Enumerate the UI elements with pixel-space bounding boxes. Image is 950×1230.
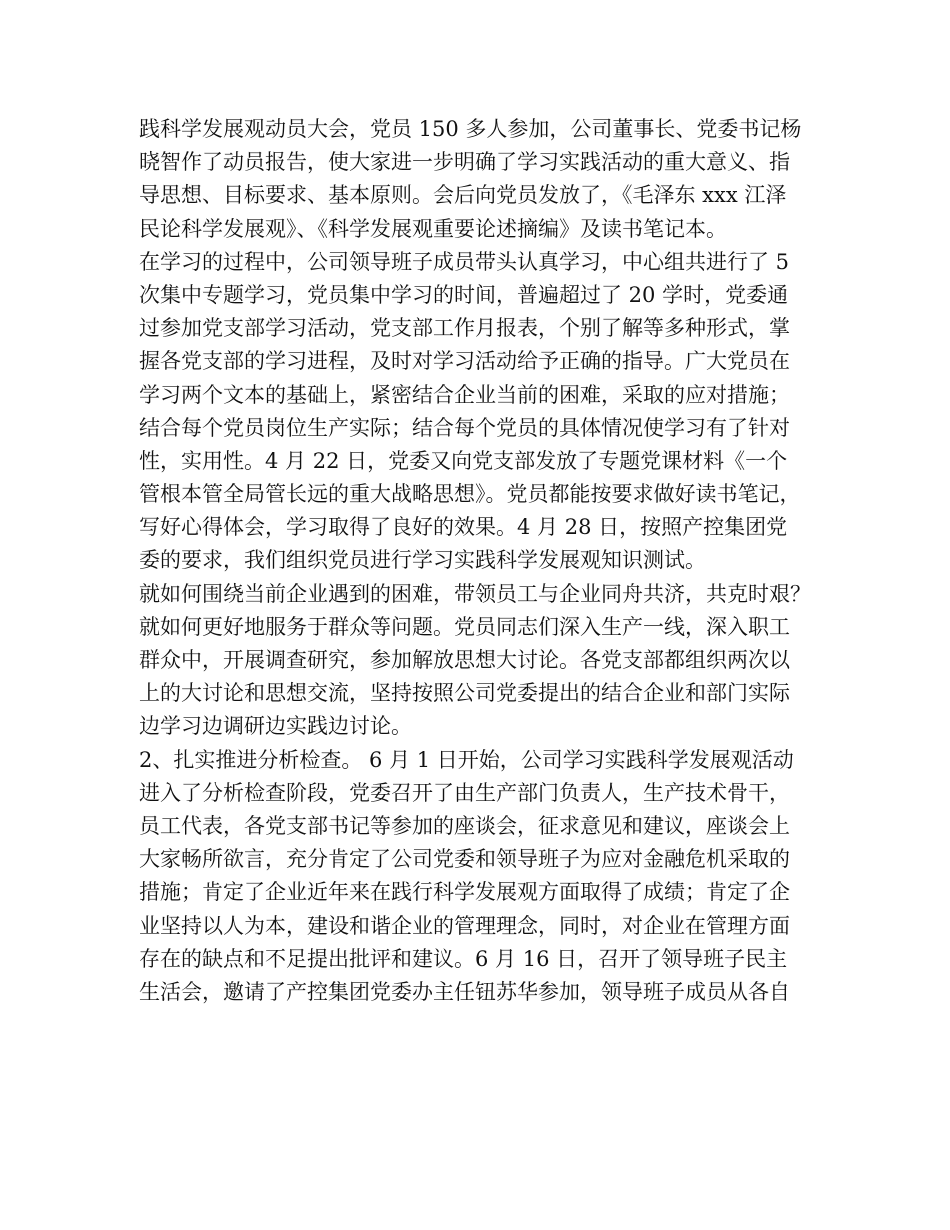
paragraph-mobilization-meeting bbox=[139, 113, 829, 246]
text-line: 过参加党支部学习活动，党支部工作月报表，个别了解等多种形式，掌 bbox=[139, 316, 790, 341]
text-line: 导思想、目标要求、基本原则。会后向党员发放了，《毛泽东 xxx 江泽 bbox=[139, 183, 787, 208]
text-line: 进入了分析检查阶段，党委召开了由生产部门负责人，生产技术骨干， bbox=[139, 780, 790, 805]
text-line: 生活会，邀请了产控集团党委办主任钮苏华参加，领导班子成员从各自 bbox=[139, 979, 790, 1004]
text-line: 大家畅所欲言，充分肯定了公司党委和领导班子为应对金融危机采取的 bbox=[139, 847, 790, 872]
text-line: 握各党支部的学习进程，及时对学习活动给予正确的指导。广大党员在 bbox=[139, 349, 790, 374]
paragraph-analysis-check bbox=[139, 744, 829, 1010]
document-body bbox=[139, 113, 829, 1009]
text-line: 上的大讨论和思想交流，坚持按照公司党委提出的结合企业和部门实际 bbox=[139, 681, 790, 706]
text-line: 措施；肯定了企业近年来在践行科学发展观方面取得了成绩；肯定了企 bbox=[139, 880, 790, 905]
paragraph-study-process bbox=[139, 246, 829, 578]
text-line: 2、扎实推进分析检查。 6 月 1 日开始，公司学习实践科学发展观活动 bbox=[139, 747, 794, 772]
text-line: 性，实用性。4 月 22 日，党委又向党支部发放了专题党课材料《一个 bbox=[139, 448, 788, 473]
text-line: 业坚持以人为本，建设和谐企业的管理理念，同时，对企业在管理方面 bbox=[139, 913, 790, 938]
text-line: 边学习边调研边实践边讨论。 bbox=[139, 714, 412, 739]
text-line: 委的要求，我们组织党员进行学习实践科学发展观知识测试。 bbox=[139, 548, 706, 573]
text-line: 管根本管全局管长远的重大战略思想》。党员都能按要求做好读书笔记， bbox=[139, 482, 801, 507]
text-line: 群众中，开展调查研究，参加解放思想大讨论。各党支部都组织两次以 bbox=[139, 648, 790, 672]
text-line: 在学习的过程中，公司领导班子成员带头认真学习，中心组共进行了 5 bbox=[139, 249, 790, 274]
paragraph-difficulties-discussion bbox=[139, 578, 829, 744]
text-line: 结合每个党员岗位生产实际；结合每个党员的具体情况使学习有了针对 bbox=[139, 415, 790, 440]
text-line: 学习两个文本的基础上，紧密结合企业当前的困难，采取的应对措施； bbox=[139, 382, 790, 407]
text-line: 就如何更好地服务于群众等问题。党员同志们深入生产一线，深入职工 bbox=[139, 614, 790, 639]
text-line: 民论科学发展观》、《科学发展观重要论述摘编》及读书笔记本。 bbox=[139, 216, 727, 241]
text-line: 存在的缺点和不足提出批评和建议。6 月 16 日，召开了领导班子民主 bbox=[139, 946, 788, 971]
text-line: 员工代表，各党支部书记等参加的座谈会，征求意见和建议，座谈会上 bbox=[139, 813, 790, 838]
text-line: 践科学发展观动员大会，党员 150 多人参加，公司董事长、党委书记杨 bbox=[139, 117, 802, 141]
text-line: 晓智作了动员报告，使大家进一步明确了学习实践活动的重大意义、指 bbox=[139, 150, 790, 175]
text-line: 就如何围绕当前企业遇到的困难，带领员工与企业同舟共济，共克时艰？ bbox=[139, 581, 811, 606]
text-line: 写好心得体会，学习取得了良好的效果。4 月 28 日，按照产控集团党 bbox=[139, 515, 788, 540]
text-line: 次集中专题学习，党员集中学习的时间，普遍超过了 20 学时，党委通 bbox=[139, 282, 789, 307]
